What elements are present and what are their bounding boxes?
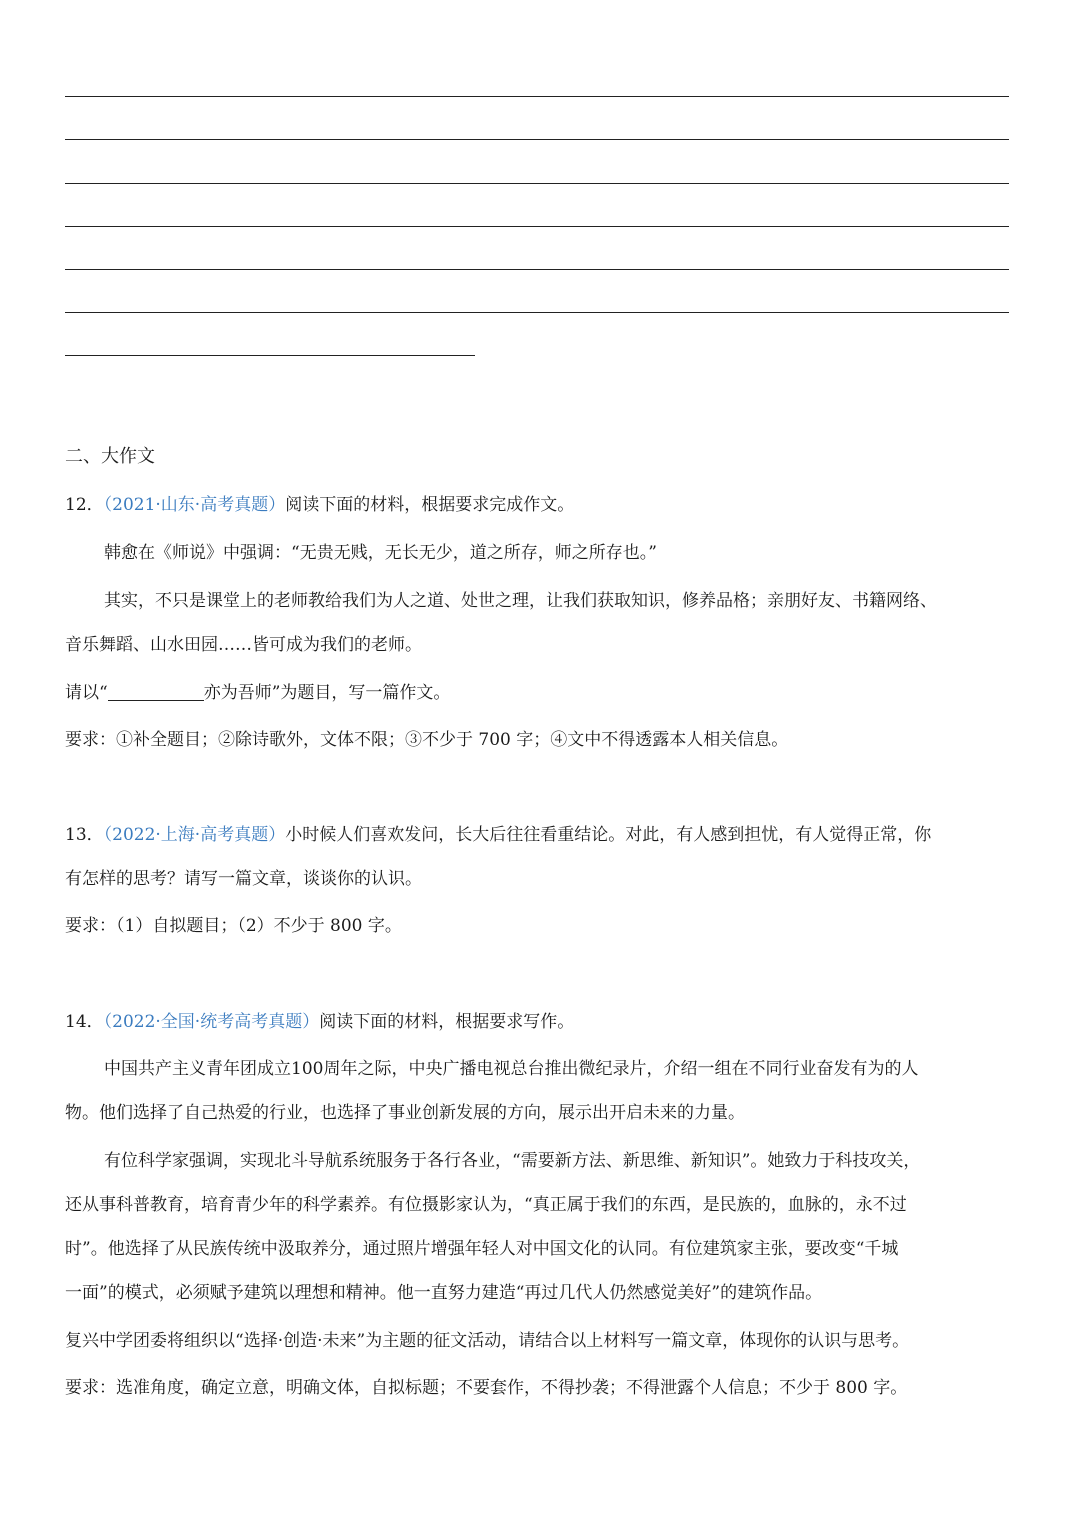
q14-paragraph-2-line-1: 有位科学家强调，实现北斗导航系统服务于各行各业，“需要新方法、新思维、新知识”。她致力于科技攻关，	[104, 1151, 921, 1171]
q13-prompt-line-1	[65, 824, 931, 846]
q14-task: 复兴中学团委将组织以“选择·创造·未来”为主题的征文活动，请结合以上材料写一篇文章，体现你的认识与思考。	[65, 1331, 910, 1351]
q14-paragraph-1-line-1: 中国共产主义青年团成立100周年之际，中央广播电视总台推出微纪录片，介绍一组在不同行业奋发有为的人	[104, 1059, 919, 1079]
answer-line-1	[65, 96, 1009, 97]
q13-source: （2022·上海·高考真题）	[103, 825, 286, 845]
q12-requirements: 要求：①补全题目；②除诗歌外，文体不限；③不少于 700 字；④文中不得透露本人相关信息。	[65, 730, 789, 750]
q14-number: 14．	[65, 1012, 104, 1032]
answer-line-3	[65, 183, 1009, 184]
answer-line-short	[65, 355, 475, 356]
q12-title-suffix: 亦为吾师”为题目，写一篇作文。	[203, 683, 451, 703]
q12-title-blank	[108, 684, 204, 701]
q14-source: （2022·全国·统考高考真题）	[103, 1012, 320, 1032]
q14-prompt: 阅读下面的材料，根据要求写作。	[319, 1012, 575, 1032]
q12-title-instruction	[65, 682, 450, 704]
section-heading: 二、大作文	[65, 446, 155, 467]
q14-requirements: 要求：选准角度，确定立意，明确文体，自拟标题；不要套作，不得抄袭；不得泄露个人信息；不少于 800 字。	[65, 1378, 908, 1398]
answer-line-6	[65, 312, 1009, 313]
q13-number: 13．	[65, 825, 104, 845]
answer-line-5	[65, 269, 1009, 270]
q13-requirements: 要求：（1）自拟题目；（2）不少于 800 字。	[65, 916, 402, 936]
q12-title-prefix: 请以“	[65, 683, 108, 703]
q14-paragraph-2-line-3: 时”。他选择了从民族传统中汲取养分，通过照片增强年轻人对中国文化的认同。有位建筑家主张，要改变“千城	[65, 1239, 899, 1259]
q12-prompt-line	[65, 494, 574, 516]
q12-prompt: 阅读下面的材料，根据要求完成作文。	[285, 495, 575, 515]
q14-paragraph-2-line-4: 一面”的模式，必须赋予建筑以理想和精神。他一直努力建造“再过几代人仍然感觉美好”的建筑作品。	[65, 1283, 823, 1303]
q12-number: 12．	[65, 495, 104, 515]
q13-prompt-line-2: 有怎样的思考？请写一篇文章，谈谈你的认识。	[65, 869, 422, 889]
q12-paragraph-2-line-2: 音乐舞蹈、山水田园……皆可成为我们的老师。	[65, 635, 422, 655]
q12-paragraph-1: 韩愈在《师说》中强调：“无贵无贱，无长无少，道之所存，师之所存也。”	[104, 543, 657, 563]
answer-line-2	[65, 139, 1009, 140]
q14-paragraph-1-line-2: 物。他们选择了自己热爱的行业，也选择了事业创新发展的方向，展示出开启未来的力量。	[65, 1103, 745, 1123]
q12-paragraph-2-line-1: 其实，不只是课堂上的老师教给我们为人之道、处世之理，让我们获取知识，修养品格；亲朋好友、书籍网络、	[104, 591, 937, 611]
q14-prompt-line	[65, 1011, 574, 1033]
q13-prompt-text: 小时候人们喜欢发问，长大后往往看重结论。对此，有人感到担忧，有人觉得正常，你	[285, 825, 932, 845]
q12-source: （2021·山东·高考真题）	[103, 495, 286, 515]
answer-line-4	[65, 226, 1009, 227]
q14-paragraph-2-line-2: 还从事科普教育，培育青少年的科学素养。有位摄影家认为，“真正属于我们的东西，是民族的，血脉的，永不过	[65, 1195, 907, 1215]
